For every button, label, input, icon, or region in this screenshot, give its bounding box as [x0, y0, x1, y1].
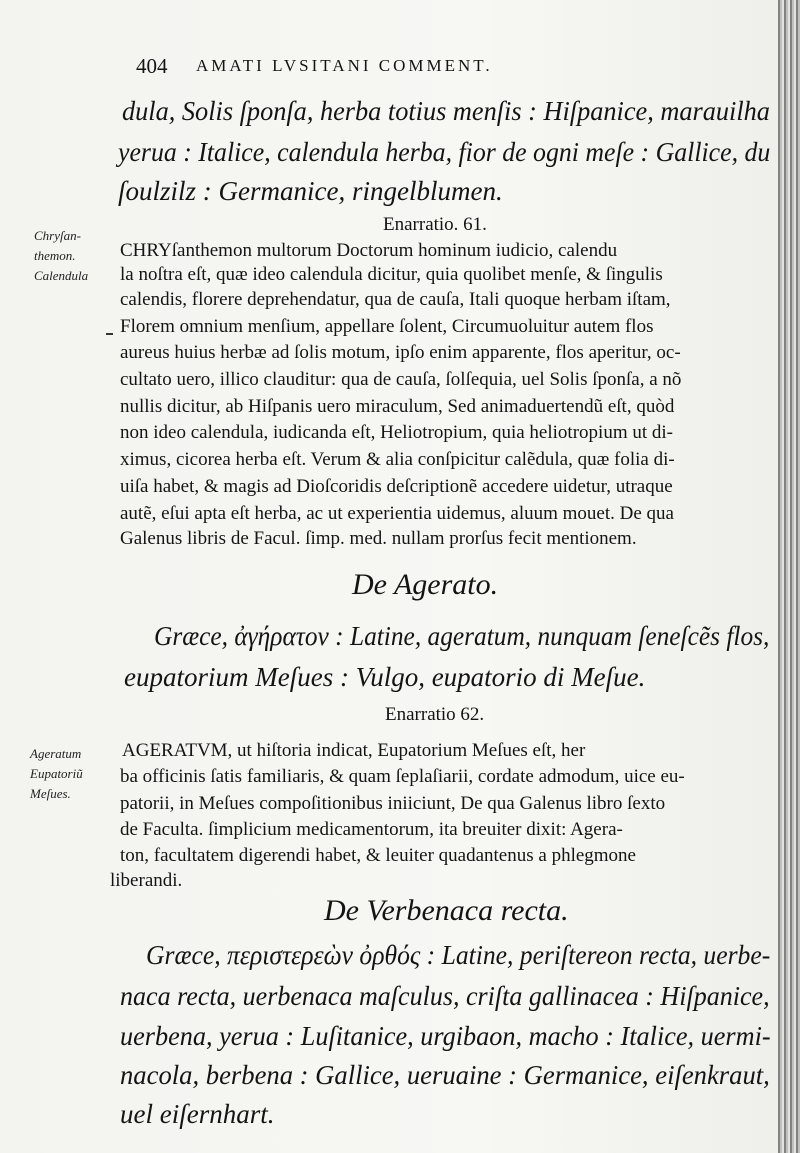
synonym-line: Græce, περιστερεὼν ὀρθός : Latine, periſtereon recta, uerbe-	[146, 940, 771, 970]
margin-note-line: Chryſan-	[34, 228, 81, 243]
page-number: 404	[136, 54, 168, 78]
section-title-verbenaca: De Verbenaca recta.	[324, 894, 569, 927]
running-head: AMATI LVSITANI COMMENT.	[196, 56, 493, 75]
para1-line: cultato uero, illico clauditur: qua de cauſa, ſolſequia, uel Solis ſponſa, a nõ	[120, 369, 682, 390]
para1-line: autẽ, eſui apta eſt herba, ac ut experientia uidemus, aluum mouet. De qua	[120, 503, 674, 524]
para1-line: Florem omnium menſium, appellare ſolent, Circumuoluitur autem flos	[120, 316, 654, 337]
synonym-line: nacola, berbena : Gallice, ueruaine : Germanice, eiſenkraut,	[120, 1060, 770, 1090]
margin-note-line: Ageratum	[30, 746, 82, 761]
para2-line: patorii, in Meſues compoſitionibus iniiciunt, De qua Galenus libro ſexto	[120, 793, 666, 814]
synonym-line-2: yerua : Italice, calendula herba, fior de ogni meſe : Gallice, du	[118, 137, 771, 167]
para2-line: ton, facultatem digerendi habet, & leuiter quadantenus a phlegmone	[120, 845, 636, 866]
margin-note-line: themon.	[34, 248, 76, 263]
margin-note-ageratum	[30, 744, 83, 804]
synonym-line: naca recta, uerbenaca maſculus, criſta gallinacea : Hiſpanice,	[120, 981, 770, 1011]
margin-dash	[106, 333, 113, 335]
page-header	[136, 54, 656, 82]
synonym-line: eupatorium Meſues : Vulgo, eupatorio di Meſue.	[124, 662, 646, 692]
para1-line: calendis, florere deprehendatur, qua de cauſa, Itali quoque herbam iſtam,	[120, 289, 671, 310]
para2-line: AGERATVM, ut hiſtoria indicat, Eupatorium Meſues eſt, her	[122, 740, 586, 761]
margin-note-chrysanthemon	[34, 226, 88, 286]
para1-line: uiſa habet, & magis ad Dioſcoridis deſcriptionẽ accedere uidetur, utraque	[120, 476, 673, 497]
para1-line: CHRYſanthemon multorum Doctorum hominum iudicio, calendu	[120, 240, 618, 261]
synonym-line-3: ſoulzilz : Germanice, ringelblumen.	[118, 176, 503, 206]
para2-line: liberandi.	[110, 870, 183, 891]
page-edge	[778, 0, 800, 1153]
para1-line: ximus, cicorea herba eſt. Verum & alia conſpicitur calẽdula, quæ folia di-	[120, 449, 675, 470]
para1-line: aureus huius herbæ ad ſolis motum, ipſo enim apparente, flos aperitur, oc-	[120, 342, 681, 363]
margin-note-line: Calendula	[34, 268, 89, 283]
para1-line: nullis dicitur, ab Hiſpanis uero miraculum, Sed animaduertendũ eſt, quòd	[120, 396, 675, 417]
para2-line: ba officinis ſatis familiaris, & quam ſeplaſiarii, cordate admodum, uice eu-	[120, 766, 685, 787]
synonym-line: uerbena, yerua : Luſitanice, urgibaon, macho : Italice, uermi-	[120, 1021, 771, 1051]
margin-note-line: Meſues.	[30, 786, 71, 801]
para1-line: Galenus libris de Facul. ſimp. med. nullam prorſus fecit mentionem.	[120, 528, 637, 549]
para1-line: la noſtra eſt, quæ ideo calendula dicitur, quia quolibet menſe, & ſingulis	[120, 264, 663, 285]
enarratio-62-heading: Enarratio 62.	[385, 704, 485, 725]
enarratio-61-heading: Enarratio. 61.	[383, 214, 487, 235]
synonym-line: Græce, ἀγήρατον : Latine, ageratum, nunquam ſeneſcẽs flos,	[154, 621, 770, 651]
synonym-line-1: dula, Solis ſponſa, herba totius menſis : Hiſpanice, marauilha	[122, 96, 770, 126]
para1-line: non ideo calendula, iudicanda eſt, Heliotropium, quia heliotropium ut di-	[120, 422, 673, 443]
margin-note-line: Eupatoriũ	[30, 766, 83, 781]
section-title-agerato: De Agerato.	[352, 568, 499, 601]
para2-line: de Faculta. ſimplicium medicamentorum, ita breuiter dixit: Agera-	[120, 819, 623, 840]
synonym-line: uel eiſernhart.	[120, 1099, 275, 1129]
